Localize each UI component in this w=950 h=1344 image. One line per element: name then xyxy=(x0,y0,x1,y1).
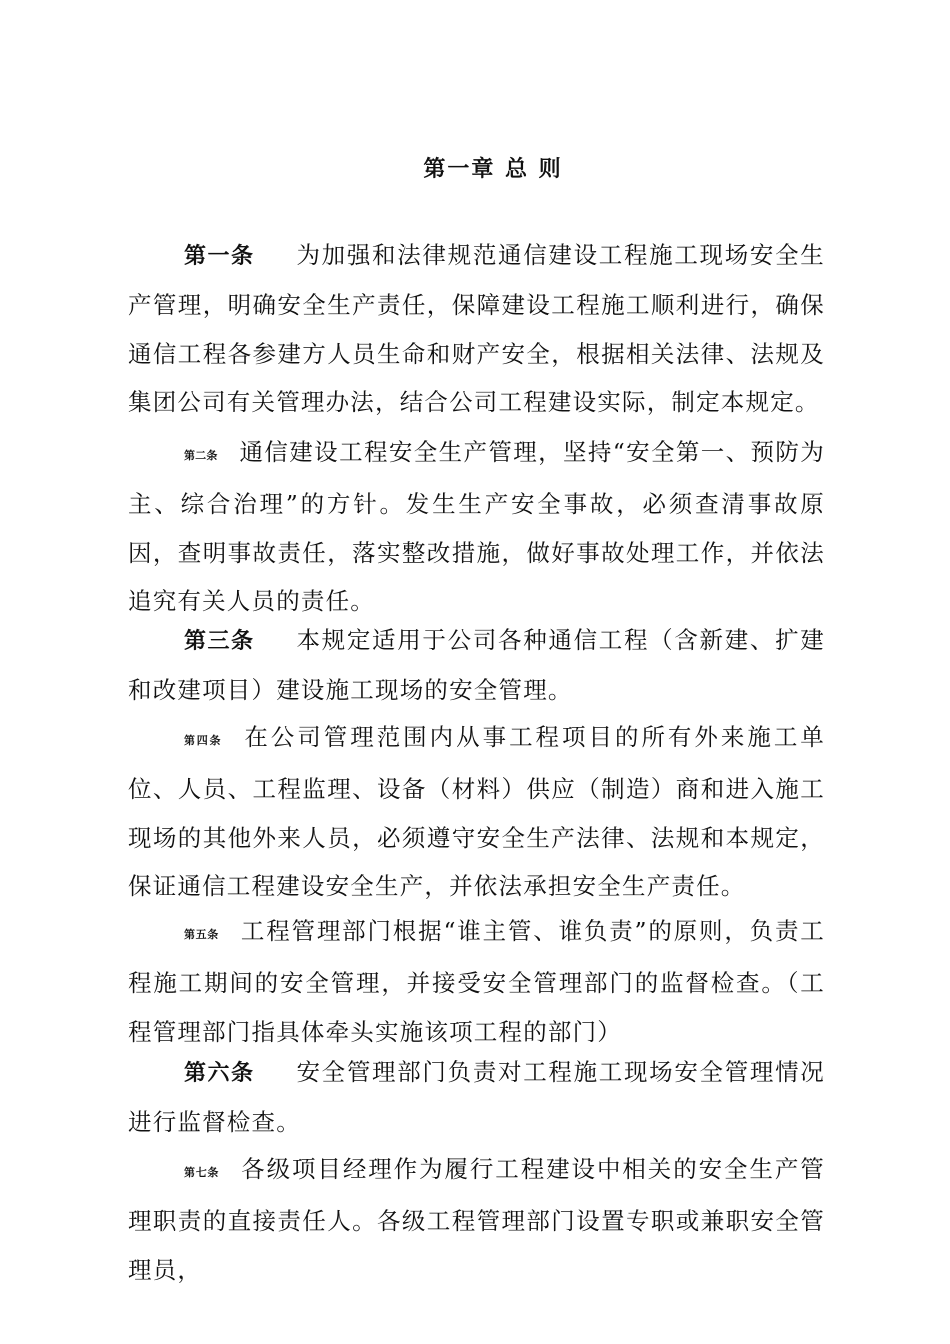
article-label: 第三条 xyxy=(184,628,255,654)
article-2 xyxy=(128,428,825,626)
article-1 xyxy=(128,231,825,427)
article-label: 第六条 xyxy=(184,1060,255,1086)
article-label: 第五条 xyxy=(184,927,219,941)
article-text: 为加强和法律规范通信建设工程施工现场安全生产管理，明确安全生产责任，保障建设工程施工顺利进行，确保通信工程各参建方人员生命和财产安全，根据相关法律、法规及集团公司有关管理办法，结合公司工程建设实际，制定本规定。 xyxy=(128,240,825,416)
article-text: 通信建设工程安全生产管理，坚持“安全第一、预防为主、综合治理”的方针。发生生产安全事故，必须查清事故原因，查明事故责任，落实整改措施，做好事故处理工作，并依法追究有关人员的责任。 xyxy=(128,437,825,615)
article-text: 在公司管理范围内从事工程项目的所有外来施工单位、人员、工程监理、设备（材料）供应（制造）商和进入施工现场的其他外来人员，必须遵守安全生产法律、法规和本规定，保证通信工程建设安全生产，并依法承担安全生产责任。 xyxy=(128,722,825,900)
article-label: 第四条 xyxy=(184,733,223,747)
article-5 xyxy=(128,907,825,1057)
article-6 xyxy=(128,1048,825,1147)
chapter-title: 第一章 总 则 xyxy=(423,157,563,182)
article-text: 工程管理部门根据“谁主管、谁负责”的原则，负责工程施工期间的安全管理，并接受安全管理部门的监督检查。（工程管理部门指具体牵头实施该项工程的部门） xyxy=(128,916,826,1046)
article-text: 安全管理部门负责对工程施工现场安全管理情况进行监督检查。 xyxy=(128,1057,825,1136)
article-7 xyxy=(128,1145,825,1295)
article-4 xyxy=(128,713,825,911)
article-label: 第七条 xyxy=(184,1165,220,1179)
article-3 xyxy=(128,616,825,715)
article-label: 第一条 xyxy=(184,243,255,269)
article-text: 本规定适用于公司各种通信工程（含新建、扩建和改建项目）建设施工现场的安全管理。 xyxy=(128,625,825,704)
article-text: 各级项目经理作为履行工程建设中相关的安全生产管理职责的直接责任人。各级工程管理部门设置专职或兼职安全管理员， xyxy=(128,1154,825,1284)
article-label: 第二条 xyxy=(184,448,218,462)
